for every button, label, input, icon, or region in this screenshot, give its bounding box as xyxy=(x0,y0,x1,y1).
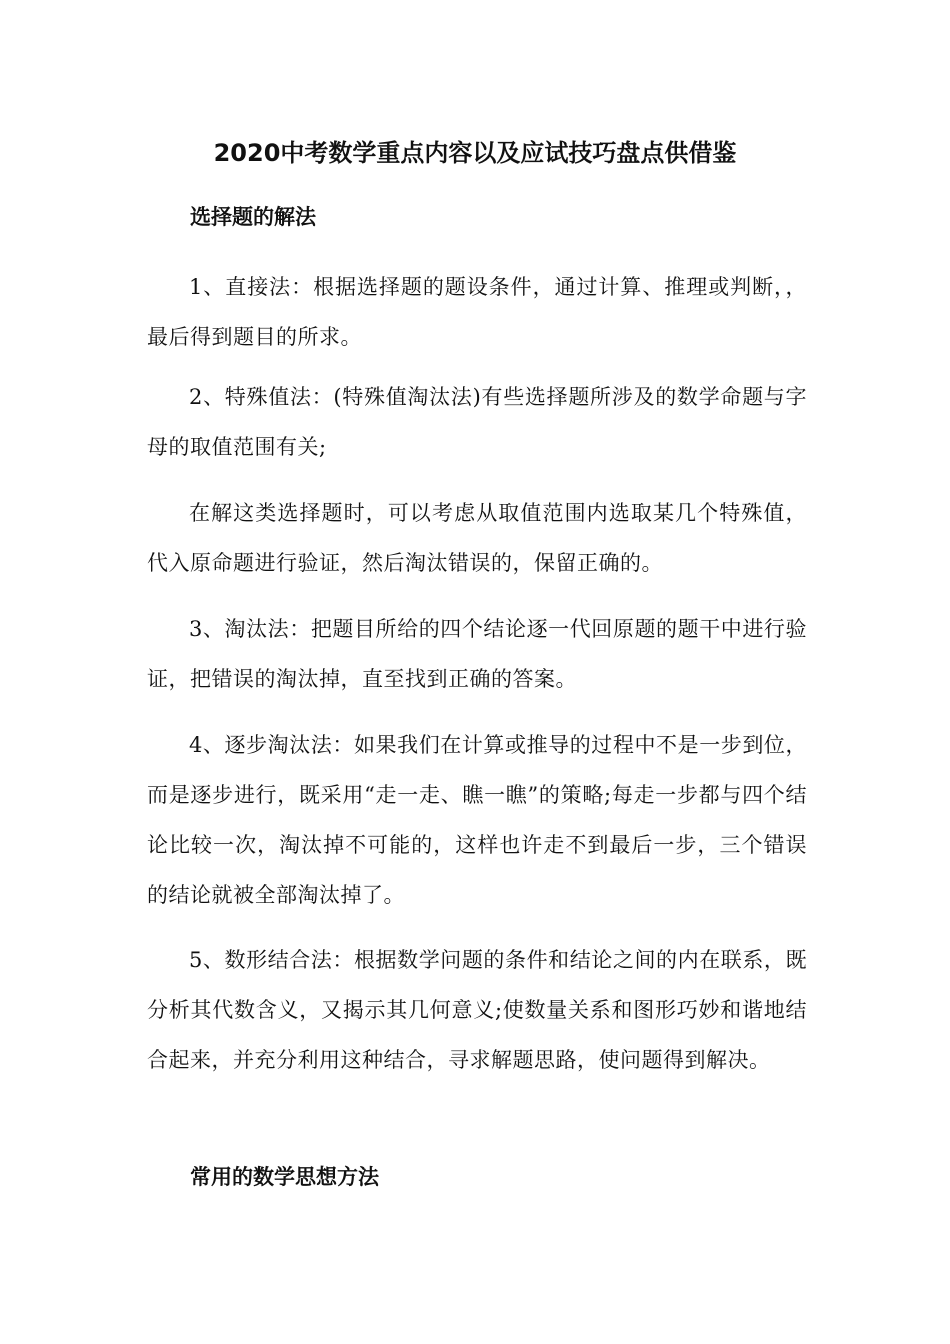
paragraph-special-value-detail: 在解这类选择题时，可以考虑从取值范围内选取某几个特殊值，代入原命题进行验证，然后淘汰错误的，保留正确的。 xyxy=(147,501,807,575)
section-heading-math-thinking: 常用的数学思想方法 xyxy=(190,1165,379,1189)
paragraph-special-value-method: 2、特殊值法：(特殊值淘汰法)有些选择题所涉及的数学命题与字母的取值范围有关; xyxy=(147,385,807,459)
paragraph-direct-method: 1、直接法：根据选择题的题设条件，通过计算、推理或判断，，最后得到题目的所求。 xyxy=(147,275,807,349)
paragraph-elimination-method: 3、淘汰法：把题目所给的四个结论逐一代回原题的题干中进行验证，把错误的淘汰掉，直至找到正确的答案。 xyxy=(147,617,807,691)
paragraph-number-shape-method: 5、数形结合法：根据数学问题的条件和结论之间的内在联系，既分析其代数含义，又揭示其几何意义;使数量关系和图形巧妙和谐地结合起来，并充分利用这种结合，寻求解题思路，使问题得到解决。 xyxy=(147,948,807,1072)
paragraph-stepwise-elimination: 4、逐步淘汰法：如果我们在计算或推导的过程中不是一步到位，而是逐步进行，既采用“走一走、瞧一瞧”的策略;每走一步都与四个结论比较一次，淘汰掉不可能的，这样也许走不到最后一步，三个错误的结论就被全部淘汰掉了。 xyxy=(147,733,807,907)
section-heading-multiple-choice: 选择题的解法 xyxy=(190,205,316,229)
document-title: 2020中考数学重点内容以及应试技巧盘点供借鉴 xyxy=(213,139,737,167)
